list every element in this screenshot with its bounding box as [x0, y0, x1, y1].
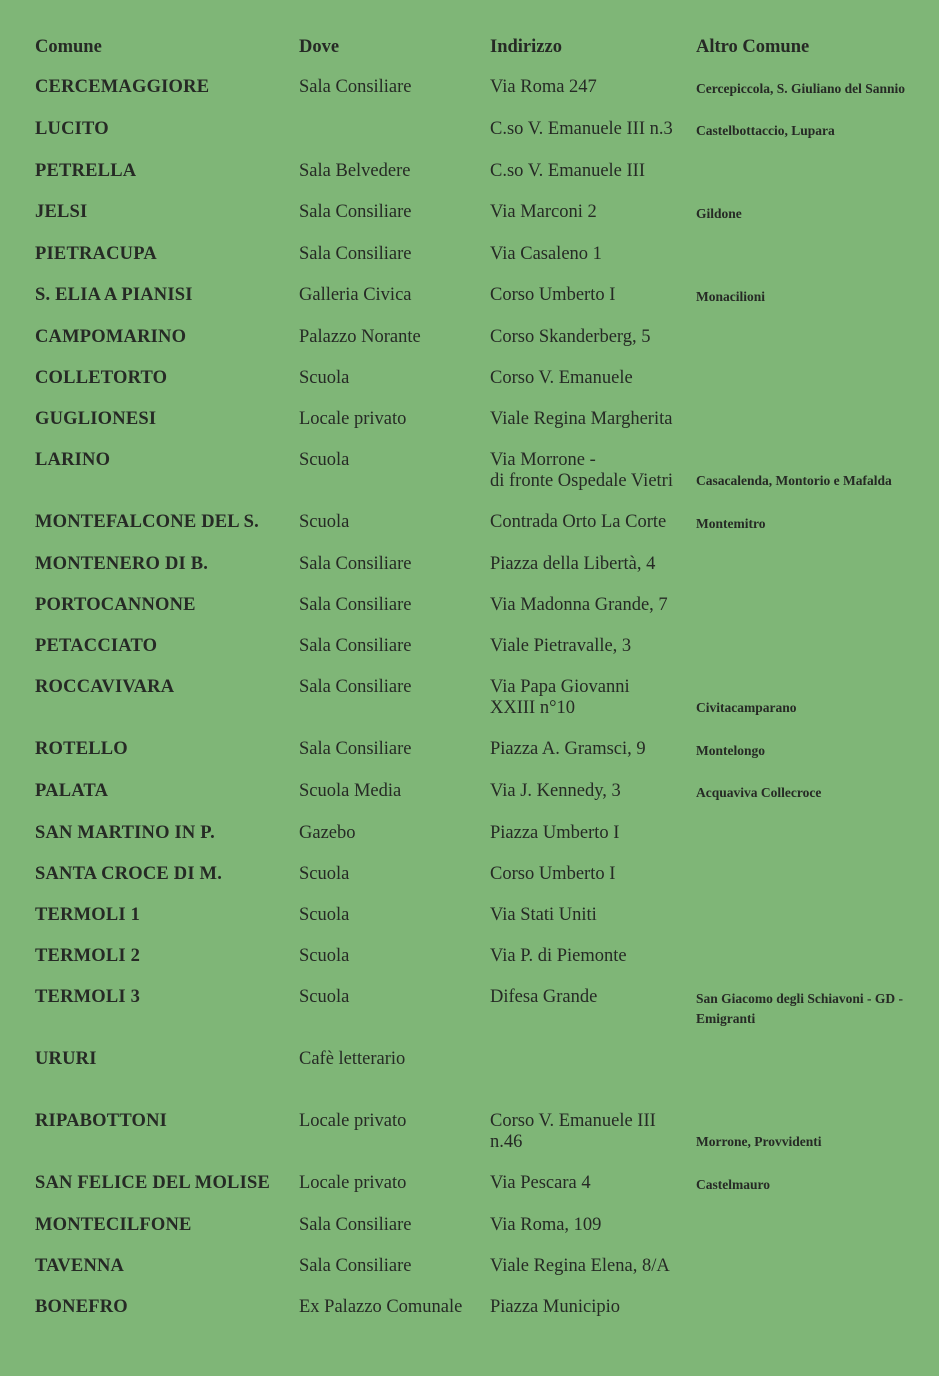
header-dove: Dove — [299, 37, 340, 57]
table-row — [35, 739, 915, 781]
dove-cell: Scuola Media — [299, 781, 402, 801]
comune-cell: JELSI — [35, 202, 88, 222]
comune-cell: CAMPOMARINO — [35, 327, 187, 347]
polling-stations-table — [35, 36, 915, 1338]
comune-cell: CERCEMAGGIORE — [35, 77, 210, 97]
comune-cell: MONTEFALCONE DEL S. — [35, 512, 259, 532]
comune-cell: RIPABOTTONI — [35, 1111, 168, 1131]
indirizzo-cell: Corso V. Emanuele — [490, 368, 633, 388]
header-comune: Comune — [35, 37, 102, 57]
comune-cell: LUCITO — [35, 119, 109, 139]
indirizzo-cell: Corso Umberto I — [490, 285, 616, 305]
table-row — [35, 285, 915, 327]
altro-comune-cell: Casacalenda, Montorio e Mafalda — [696, 473, 892, 488]
indirizzo-cell: Viale Regina Elena, 8/A — [490, 1256, 670, 1276]
altro-comune-cell: Montelongo — [696, 743, 765, 758]
dove-cell: Sala Belvedere — [299, 161, 411, 181]
table-row — [35, 864, 915, 905]
indirizzo-cell: Via Pescara 4 — [490, 1173, 591, 1193]
table-row — [35, 905, 915, 946]
altro-comune-cell — [696, 864, 915, 905]
indirizzo-cell: Contrada Orto La Corte — [490, 512, 667, 532]
dove-cell: Sala Consiliare — [299, 1256, 412, 1276]
indirizzo-cell: Corso Skanderberg, 5 — [490, 327, 651, 347]
dove-cell: Scuola — [299, 987, 350, 1007]
dove-cell: Locale privato — [299, 1173, 407, 1193]
indirizzo-cell: C.so V. Emanuele III n.3 — [490, 119, 673, 139]
indirizzo-cell: Via Stati Uniti — [490, 905, 597, 925]
altro-comune-cell: Monacilioni — [696, 289, 766, 304]
altro-comune-cell: Morrone, Provvidenti — [696, 1134, 822, 1149]
dove-cell: Gazebo — [299, 823, 356, 843]
altro-comune-cell — [696, 905, 915, 946]
dove-cell: Galleria Civica — [299, 285, 412, 305]
altro-comune-cell: Montemitro — [696, 516, 766, 531]
table-row — [35, 1215, 915, 1256]
comune-cell: SANTA CROCE DI M. — [35, 864, 223, 884]
altro-comune-cell: Castelmauro — [696, 1177, 770, 1192]
table-row — [35, 368, 915, 409]
indirizzo-cell: Corso V. Emanuele III n.46 — [490, 1111, 656, 1152]
indirizzo-cell: Viale Pietravalle, 3 — [490, 636, 632, 656]
comune-cell: BONEFRO — [35, 1297, 128, 1317]
comune-cell: S. ELIA A PIANISI — [35, 285, 193, 305]
indirizzo-cell: Via Madonna Grande, 7 — [490, 595, 668, 615]
indirizzo-cell: Via Casaleno 1 — [490, 244, 602, 264]
header-altro-comune: Altro Comune — [696, 37, 810, 57]
indirizzo-cell: Piazza della Libertà, 4 — [490, 554, 656, 574]
comune-cell: MONTENERO DI B. — [35, 554, 209, 574]
altro-comune-cell — [696, 1049, 915, 1111]
dove-cell — [299, 119, 490, 161]
altro-comune-cell — [696, 1256, 915, 1297]
comune-cell: SAN FELICE DEL MOLISE — [35, 1173, 270, 1193]
header-indirizzo: Indirizzo — [490, 37, 562, 57]
altro-comune-cell: Civitacamparano — [696, 700, 797, 715]
comune-cell: URURI — [35, 1049, 97, 1069]
comune-cell: PETRELLA — [35, 161, 137, 181]
dove-cell: Scuola — [299, 864, 350, 884]
altro-comune-cell: Acquaviva Collecroce — [696, 785, 822, 800]
altro-comune-cell — [696, 409, 915, 450]
table-row — [35, 1173, 915, 1215]
table-row — [35, 636, 915, 677]
altro-comune-cell: Castelbottaccio, Lupara — [696, 123, 835, 138]
dove-cell: Cafè letterario — [299, 1049, 406, 1069]
table-row — [35, 987, 915, 1049]
dove-cell: Sala Consiliare — [299, 202, 412, 222]
altro-comune-cell: San Giacomo degli Schiavoni - GD - Emigranti — [696, 991, 904, 1026]
comune-cell: SAN MARTINO IN P. — [35, 823, 215, 843]
table-row — [35, 554, 915, 595]
dove-cell: Sala Consiliare — [299, 1215, 412, 1235]
altro-comune-cell — [696, 327, 915, 368]
table-row — [35, 409, 915, 450]
table-row — [35, 161, 915, 202]
indirizzo-cell: Piazza A. Gramsci, 9 — [490, 739, 646, 759]
table-row — [35, 1111, 915, 1173]
altro-comune-cell — [696, 946, 915, 987]
dove-cell: Ex Palazzo Comunale — [299, 1297, 463, 1317]
dove-cell: Scuola — [299, 905, 350, 925]
comune-cell: PALATA — [35, 781, 109, 801]
comune-cell: TERMOLI 3 — [35, 987, 141, 1007]
indirizzo-cell: Piazza Municipio — [490, 1297, 620, 1317]
table-row — [35, 119, 915, 161]
dove-cell: Scuola — [299, 946, 350, 966]
dove-cell: Scuola — [299, 368, 350, 388]
indirizzo-cell: Via P. di Piemonte — [490, 946, 627, 966]
dove-cell: Locale privato — [299, 409, 407, 429]
indirizzo-cell — [490, 1049, 696, 1111]
table-row — [35, 202, 915, 244]
table-row — [35, 595, 915, 636]
indirizzo-cell: Via J. Kennedy, 3 — [490, 781, 621, 801]
indirizzo-cell: Via Roma, 109 — [490, 1215, 602, 1235]
dove-cell: Sala Consiliare — [299, 244, 412, 264]
dove-cell: Scuola — [299, 512, 350, 532]
comune-cell: LARINO — [35, 450, 111, 470]
comune-cell: PETACCIATO — [35, 636, 158, 656]
table-row — [35, 946, 915, 987]
altro-comune-cell — [696, 595, 915, 636]
table-row — [35, 677, 915, 739]
dove-cell: Locale privato — [299, 1111, 407, 1131]
altro-comune-cell — [696, 554, 915, 595]
comune-cell: TERMOLI 2 — [35, 946, 141, 966]
comune-cell: PIETRACUPA — [35, 244, 157, 264]
altro-comune-cell — [696, 823, 915, 864]
altro-comune-cell — [696, 1297, 915, 1338]
comune-cell: MONTECILFONE — [35, 1215, 192, 1235]
altro-comune-cell — [696, 161, 915, 202]
indirizzo-cell: Piazza Umberto I — [490, 823, 620, 843]
indirizzo-cell: Via Morrone - di fronte Ospedale Vietri — [490, 450, 673, 491]
table-row — [35, 244, 915, 285]
altro-comune-cell — [696, 1215, 915, 1256]
table-body — [35, 77, 915, 1338]
indirizzo-cell: Viale Regina Margherita — [490, 409, 673, 429]
dove-cell: Sala Consiliare — [299, 636, 412, 656]
comune-cell: COLLETORTO — [35, 368, 168, 388]
comune-cell: TAVENNA — [35, 1256, 125, 1276]
comune-cell: ROCCAVIVARA — [35, 677, 175, 697]
indirizzo-cell: Corso Umberto I — [490, 864, 616, 884]
comune-cell: GUGLIONESI — [35, 409, 157, 429]
dove-cell: Palazzo Norante — [299, 327, 421, 347]
table-row — [35, 327, 915, 368]
indirizzo-cell: Via Papa Giovanni XXIII n°10 — [490, 677, 630, 718]
table-row — [35, 1256, 915, 1297]
table-header — [35, 36, 915, 77]
dove-cell: Sala Consiliare — [299, 595, 412, 615]
dove-cell: Scuola — [299, 450, 350, 470]
table-row — [35, 512, 915, 554]
header-row — [35, 36, 915, 77]
indirizzo-cell: Difesa Grande — [490, 987, 598, 1007]
comune-cell: TERMOLI 1 — [35, 905, 141, 925]
indirizzo-cell: Via Marconi 2 — [490, 202, 597, 222]
table-row — [35, 1049, 915, 1111]
dove-cell: Sala Consiliare — [299, 677, 412, 697]
dove-cell: Sala Consiliare — [299, 77, 412, 97]
table-row — [35, 77, 915, 119]
dove-cell: Sala Consiliare — [299, 739, 412, 759]
dove-cell: Sala Consiliare — [299, 554, 412, 574]
altro-comune-cell — [696, 244, 915, 285]
table-row — [35, 1297, 915, 1338]
indirizzo-cell: Via Roma 247 — [490, 77, 597, 97]
altro-comune-cell: Cercepiccola, S. Giuliano del Sannio — [696, 81, 906, 96]
indirizzo-cell: C.so V. Emanuele III — [490, 161, 646, 181]
altro-comune-cell: Gildone — [696, 206, 742, 221]
altro-comune-cell — [696, 368, 915, 409]
table-row — [35, 781, 915, 823]
altro-comune-cell — [696, 636, 915, 677]
table-row — [35, 823, 915, 864]
table-row — [35, 450, 915, 512]
comune-cell: ROTELLO — [35, 739, 128, 759]
comune-cell: PORTOCANNONE — [35, 595, 196, 615]
